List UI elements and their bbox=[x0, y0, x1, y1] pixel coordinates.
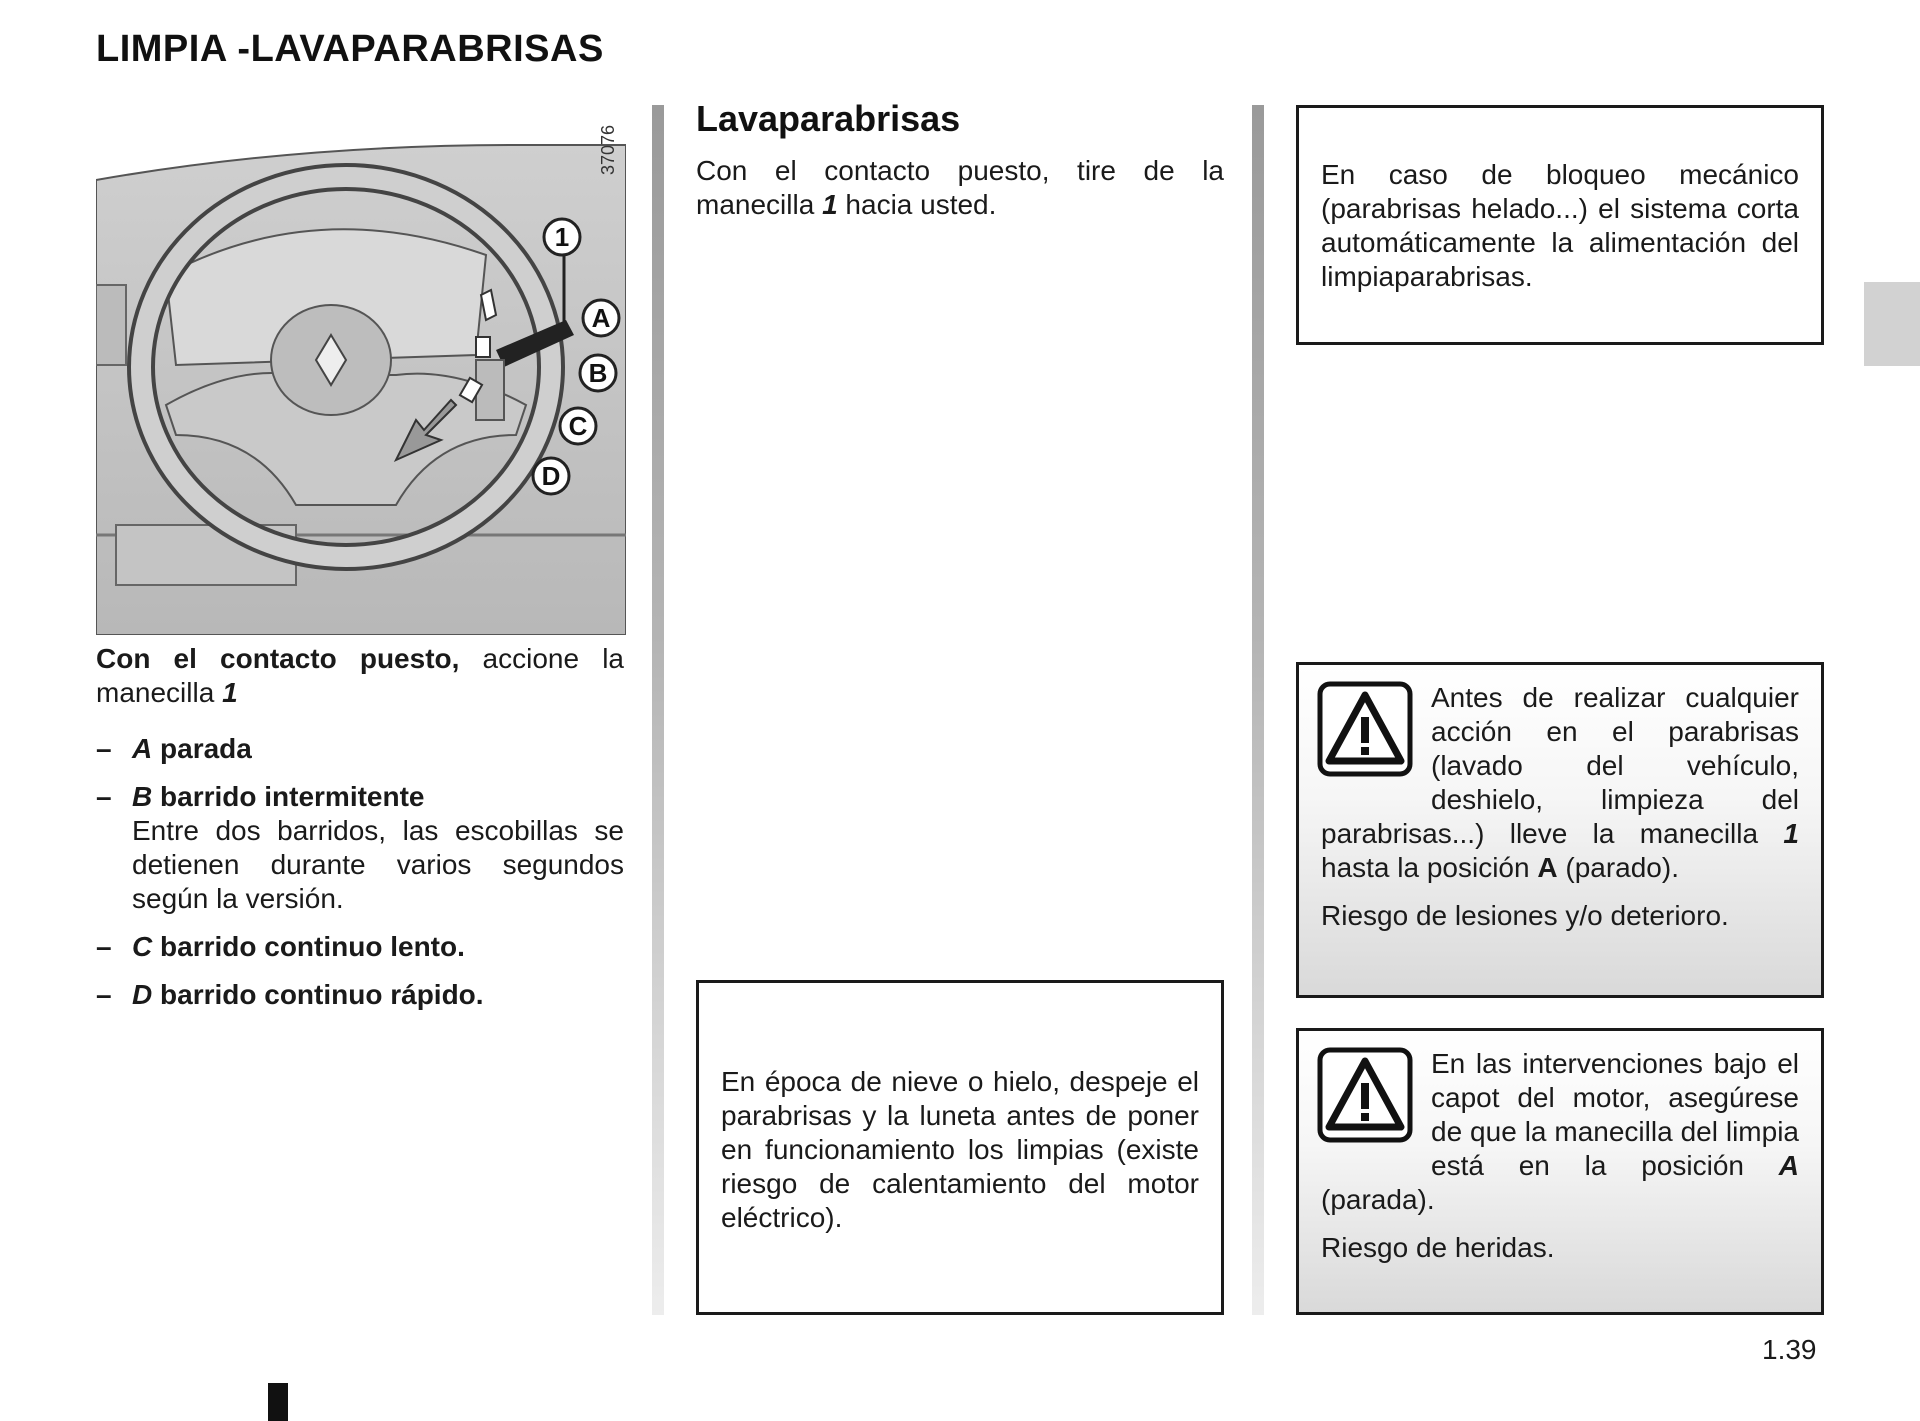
svg-text:D: D bbox=[541, 461, 561, 491]
list-dash: – bbox=[96, 733, 112, 764]
chapter-tab bbox=[1864, 282, 1920, 366]
blockage-note-box bbox=[1296, 105, 1824, 345]
warning-2-position: A bbox=[1778, 1150, 1799, 1181]
wiper-intro bbox=[96, 642, 624, 710]
washer-text-end: hacia usted. bbox=[837, 189, 997, 220]
list-item bbox=[96, 732, 624, 766]
position-code: B bbox=[132, 781, 153, 812]
figure-number: 37076 bbox=[598, 124, 618, 175]
list-dash: – bbox=[96, 931, 112, 962]
position-label: barrido intermitente bbox=[152, 781, 425, 812]
washer-text: Con el contacto puesto, tire de la manecilla bbox=[696, 155, 1224, 220]
callout-1 bbox=[544, 219, 580, 255]
list-dash: – bbox=[96, 979, 112, 1010]
position-detail: Entre dos barridos, las escobillas se detienen durante varios segundos según la versión. bbox=[132, 815, 624, 914]
column-divider-right bbox=[1252, 105, 1264, 1315]
page-title: LIMPIA -LAVAPARABRISAS bbox=[96, 28, 604, 70]
position-code: D bbox=[132, 979, 153, 1010]
page-number: 1.39 bbox=[1762, 1334, 1817, 1365]
position-label: parada bbox=[152, 733, 252, 764]
crop-mark bbox=[268, 1383, 288, 1421]
column-divider-left bbox=[652, 105, 664, 1315]
intro-bold: Con el contacto puesto, bbox=[96, 643, 460, 674]
snow-note-box bbox=[696, 980, 1224, 1315]
position-code: A bbox=[132, 733, 153, 764]
svg-text:A: A bbox=[591, 303, 611, 333]
position-label: barrido continuo lento. bbox=[152, 931, 465, 962]
intro-lever: 1 bbox=[222, 677, 238, 708]
warning-box-2 bbox=[1296, 1028, 1824, 1315]
list-item bbox=[96, 978, 624, 1012]
warning-1-after: (parado). bbox=[1557, 852, 1679, 883]
warning-2-before: En las intervenciones bajo el capot del motor, asegúrese de que la manecilla del limpia está en la posición bbox=[1431, 1048, 1799, 1181]
callout-a bbox=[583, 300, 619, 336]
washer-instruction bbox=[696, 154, 1224, 222]
intro-rest: accione la manecilla bbox=[96, 643, 624, 708]
warning-icon bbox=[1317, 1047, 1413, 1143]
warning-1-position: A bbox=[1537, 852, 1558, 883]
blockage-note-text: En caso de bloqueo mecánico (parabrisas helado...) el sistema corta automáticamente la alimentación del limpiaparabrisas. bbox=[1321, 159, 1799, 292]
warning-2-risk: Riesgo de heridas. bbox=[1321, 1232, 1555, 1263]
warning-1-risk: Riesgo de lesiones y/o deterioro. bbox=[1321, 900, 1729, 931]
svg-text:B: B bbox=[588, 358, 608, 388]
washer-lever: 1 bbox=[822, 189, 838, 220]
list-item bbox=[96, 780, 624, 916]
dashboard-drawing bbox=[96, 105, 626, 635]
svg-text:1: 1 bbox=[554, 222, 570, 252]
warning-1-lever: 1 bbox=[1783, 818, 1799, 849]
warning-icon bbox=[1317, 681, 1413, 777]
snow-note-text: En época de nieve o hielo, despeje el parabrisas y la luneta antes de poner en funcionamiento los limpias (existe riesgo de calentamiento del motor eléctrico). bbox=[721, 1066, 1199, 1233]
list-dash: – bbox=[96, 781, 112, 812]
steering-wheel-illustration bbox=[96, 105, 626, 635]
list-item bbox=[96, 930, 624, 964]
warning-1-middle: hasta la posición bbox=[1321, 852, 1538, 883]
warning-box-1 bbox=[1296, 662, 1824, 998]
position-label: barrido continuo rápido. bbox=[152, 979, 484, 1010]
position-code: C bbox=[132, 931, 153, 962]
wiper-positions-list bbox=[96, 732, 624, 1026]
warning-1-before: Antes de realizar cualquier acción en el parabrisas (lavado del vehículo, deshielo, limpieza del parabrisas...) lleve la manecilla bbox=[1321, 682, 1799, 849]
callout-c bbox=[560, 408, 596, 444]
callout-b bbox=[580, 355, 616, 391]
warning-2-after: (parada). bbox=[1321, 1184, 1435, 1215]
section-heading: Lavaparabrisas bbox=[696, 98, 961, 139]
callout-d bbox=[533, 458, 569, 494]
svg-text:C: C bbox=[568, 411, 588, 441]
